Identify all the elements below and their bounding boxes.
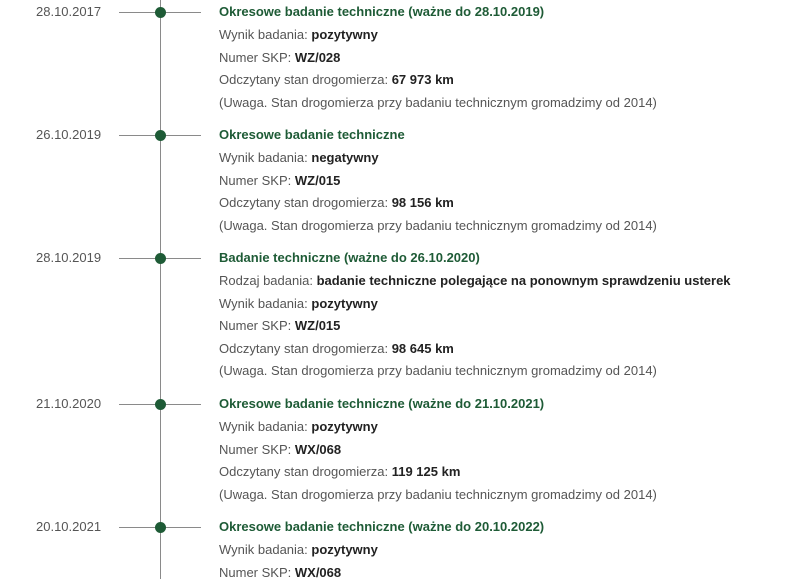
result-row [219,147,657,170]
result-label: Wynik badania: [219,296,308,311]
result-label: Wynik badania: [219,419,308,434]
skp-value: WZ/028 [295,50,341,65]
result-row [219,539,544,562]
entry-details [219,0,657,114]
skp-value: WZ/015 [295,318,341,333]
odometer-row [219,69,657,92]
timeline-dot-icon [155,130,166,141]
odometer-value: 119 125 km [392,464,461,479]
entry-date: 20.10.2021 [36,515,101,539]
skp-label: Numer SKP: [219,50,291,65]
entry-date: 28.10.2017 [36,0,101,24]
odometer-note: (Uwaga. Stan drogomierza przy badaniu technicznym gromadzimy od 2014) [219,360,731,383]
entry-date: 21.10.2020 [36,392,101,416]
odometer-label: Odczytany stan drogomierza: [219,464,388,479]
skp-row [219,315,731,338]
result-value: pozytywny [311,27,377,42]
skp-row [219,170,657,193]
odometer-note: (Uwaga. Stan drogomierza przy badaniu technicznym gromadzimy od 2014) [219,484,657,507]
result-label: Wynik badania: [219,150,308,165]
odometer-value: 67 973 km [392,72,454,87]
skp-row [219,47,657,70]
timeline-dot-icon [155,253,166,264]
skp-label: Numer SKP: [219,442,291,457]
skp-value: WZ/015 [295,173,341,188]
entry-title: Okresowe badanie techniczne (ważne do 20.10.2022) [219,515,544,539]
entry-title: Okresowe badanie techniczne (ważne do 28.10.2019) [219,0,657,24]
odometer-label: Odczytany stan drogomierza: [219,72,388,87]
skp-label: Numer SKP: [219,565,291,580]
type-row [219,270,731,293]
result-value: negatywny [311,150,378,165]
odometer-note: (Uwaga. Stan drogomierza przy badaniu technicznym gromadzimy od 2014) [219,215,657,238]
entry-details [219,246,731,383]
result-value: pozytywny [311,419,377,434]
skp-label: Numer SKP: [219,318,291,333]
odometer-label: Odczytany stan drogomierza: [219,341,388,356]
timeline-axis [160,0,161,579]
entry-details [219,123,657,237]
timeline-dot-icon [155,7,166,18]
result-value: pozytywny [311,542,377,557]
odometer-note: (Uwaga. Stan drogomierza przy badaniu technicznym gromadzimy od 2014) [219,92,657,115]
skp-value: WX/068 [295,442,341,457]
entry-details [219,392,657,506]
skp-row [219,562,544,584]
entry-title: Okresowe badanie techniczne (ważne do 21.10.2021) [219,392,657,416]
odometer-value: 98 156 km [392,195,454,210]
result-label: Wynik badania: [219,27,308,42]
entry-title: Badanie techniczne (ważne do 26.10.2020) [219,246,731,270]
type-label: Rodzaj badania: [219,273,313,288]
entry-date: 26.10.2019 [36,123,101,147]
timeline-dot-icon [155,522,166,533]
result-row [219,24,657,47]
entry-date: 28.10.2019 [36,246,101,270]
odometer-row [219,192,657,215]
odometer-label: Odczytany stan drogomierza: [219,195,388,210]
result-row [219,416,657,439]
entry-title: Okresowe badanie techniczne [219,123,657,147]
skp-label: Numer SKP: [219,173,291,188]
entry-details [219,515,544,584]
odometer-row [219,461,657,484]
type-value: badanie techniczne polegające na ponownym sprawdzeniu usterek [317,273,731,288]
result-value: pozytywny [311,296,377,311]
result-label: Wynik badania: [219,542,308,557]
skp-row [219,439,657,462]
odometer-row [219,338,731,361]
timeline-dot-icon [155,399,166,410]
skp-value: WX/068 [295,565,341,580]
result-row [219,293,731,316]
odometer-value: 98 645 km [392,341,454,356]
